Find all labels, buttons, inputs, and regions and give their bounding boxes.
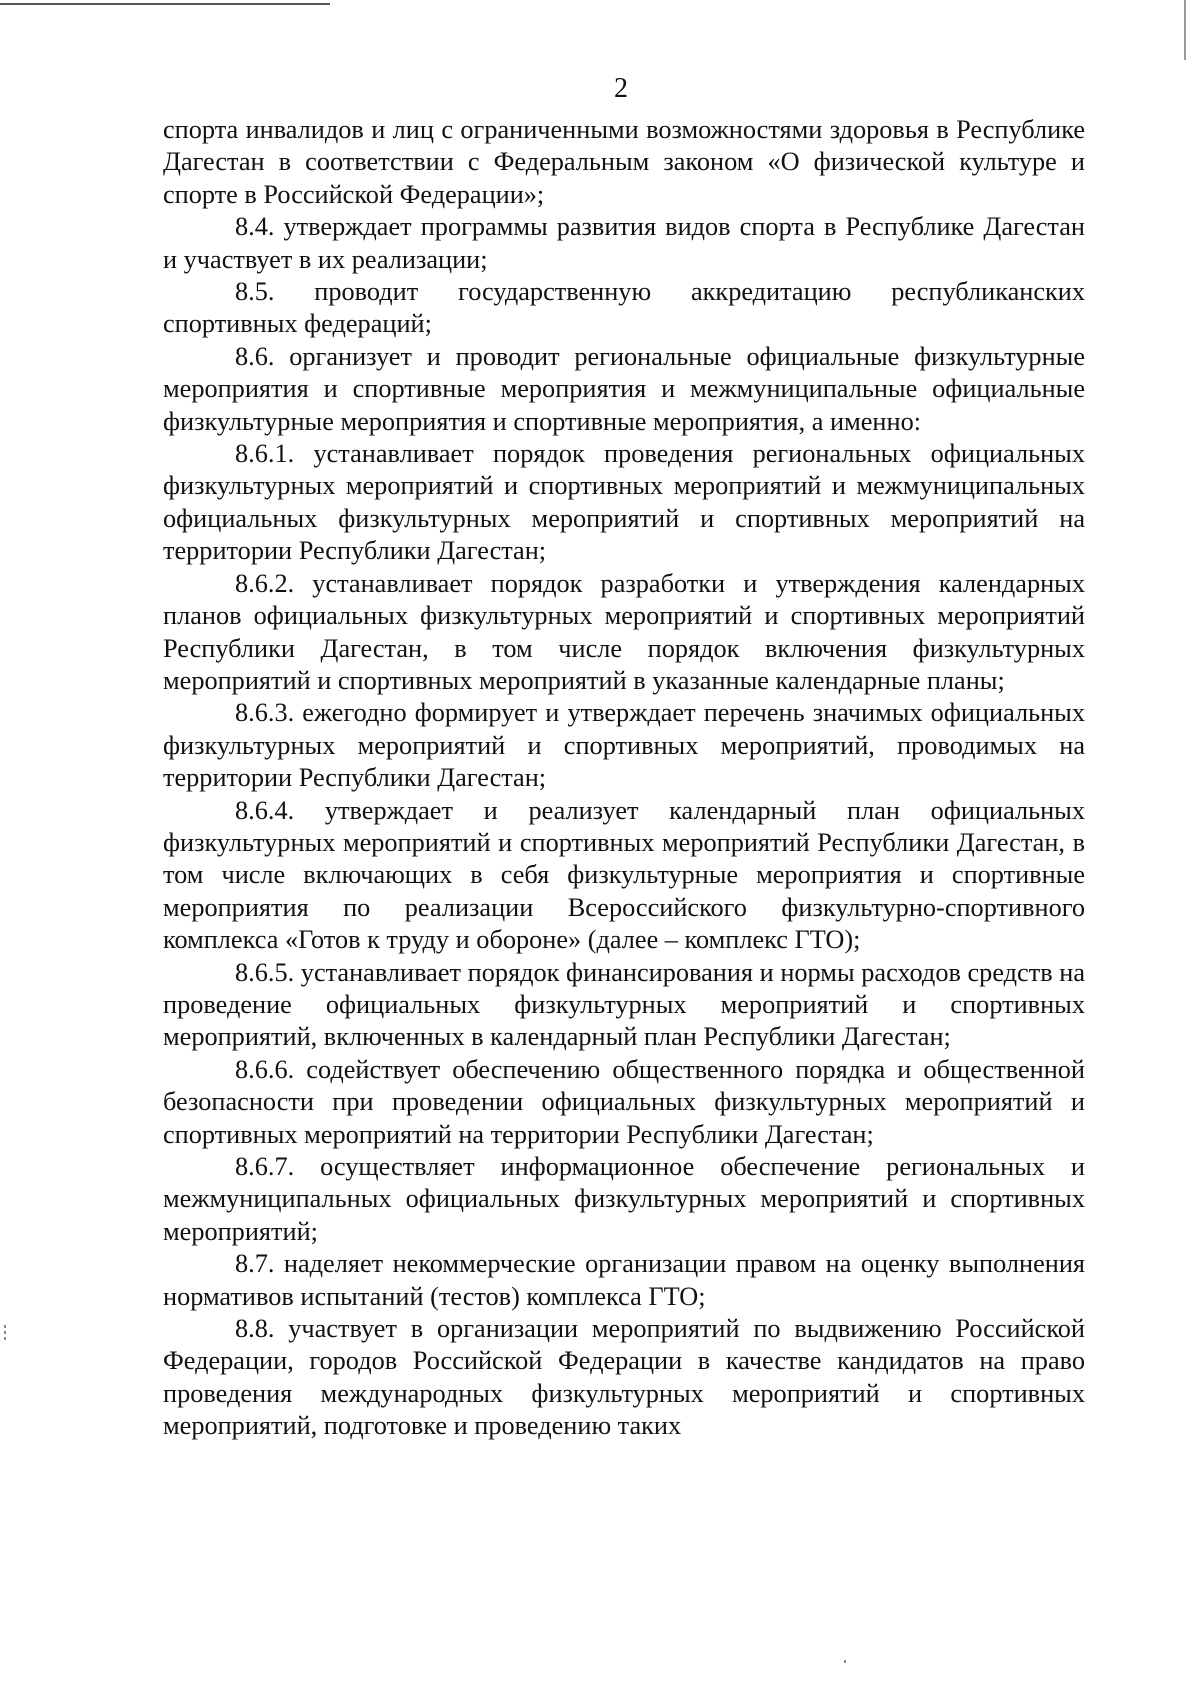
scan-speck xyxy=(4,1325,6,1328)
page-number: 2 xyxy=(614,73,628,104)
scan-right-edge xyxy=(1184,0,1186,60)
paragraph-8-6: 8.6. организует и проводит региональные официальные физкультурные мероприятия и спортивные мероприятия и межмуниципальные официальные физкультурные мероприятия и спортивные мероприятия, а именно: xyxy=(163,341,1085,436)
scan-speck xyxy=(4,1331,6,1334)
document-body xyxy=(163,114,1085,1443)
scan-speck xyxy=(4,1337,6,1340)
paragraph-8-7: 8.7. наделяет некоммерческие организации правом на оценку выполнения нормативов испытаний (тестов) комплекса ГТО; xyxy=(163,1249,1085,1311)
scan-speck xyxy=(844,1660,846,1663)
paragraph-8-6-1: 8.6.1. устанавливает порядок проведения региональных официальных физкультурных мероприятий и спортивных мероприятий и межмуниципальных официальных физкультурных мероприятий и спортивных мероприятий на территории Республики Дагестан; xyxy=(163,439,1085,566)
paragraph-continuation: спорта инвалидов и лиц с ограниченными возможностями здоровья в Республике Дагестан в соответствии с Федеральным законом «О физической культуре и спорте в Российской Федерации»; xyxy=(163,115,1085,209)
paragraph-8-8: 8.8. участвует в организации мероприятий по выдвижению Российской Федерации, городов Российской Федерации в качестве кандидатов на право проведения международных физкультурных мероприятий и спортивных мероприятий, подготовке и проведению таких xyxy=(163,1314,1085,1441)
paragraph-8-5: 8.5. проводит государственную аккредитацию республиканских спортивных федераций; xyxy=(163,277,1085,339)
paragraph-8-6-6: 8.6.6. содействует обеспечению общественного порядка и общественной безопасности при проведении официальных физкультурных мероприятий и спортивных мероприятий на территории Республики Дагестан; xyxy=(163,1054,1085,1149)
paragraph-8-6-4: 8.6.4. утверждает и реализует календарный план официальных физкультурных мероприятий и спортивных мероприятий Республики Дагестан, в том числе включающих в себя физкультурные мероприятия и спортивные мероприятия по реализации Всероссийского физкультурно-спортивного комплекса «Готов к труду и обороне» (далее – комплекс ГТО); xyxy=(163,795,1085,955)
scan-top-edge xyxy=(0,3,330,5)
paragraph-8-6-3: 8.6.3. ежегодно формирует и утверждает перечень значимых официальных физкультурных мероприятий и спортивных мероприятий, проводимых на территории Республики Дагестан; xyxy=(163,698,1085,793)
paragraph-8-6-7: 8.6.7. осуществляет информационное обеспечение региональных и межмуниципальных официальных физкультурных мероприятий и спортивных мероприятий; xyxy=(163,1152,1085,1246)
paragraph-8-6-2: 8.6.2. устанавливает порядок разработки и утверждения календарных планов официальных физкультурных мероприятий и спортивных мероприятий Республики Дагестан, в том числе порядок включения физкультурных мероприятий и спортивных мероприятий в указанные календарные планы; xyxy=(163,568,1085,695)
paragraph-8-4: 8.4. утверждает программы развития видов спорта в Республике Дагестан и участвует в их реализации; xyxy=(163,212,1085,274)
paragraph-8-6-5: 8.6.5. устанавливает порядок финансирования и нормы расходов средств на проведение официальных физкультурных мероприятий и спортивных мероприятий, включенных в календарный план Республики Дагестан; xyxy=(163,957,1085,1052)
